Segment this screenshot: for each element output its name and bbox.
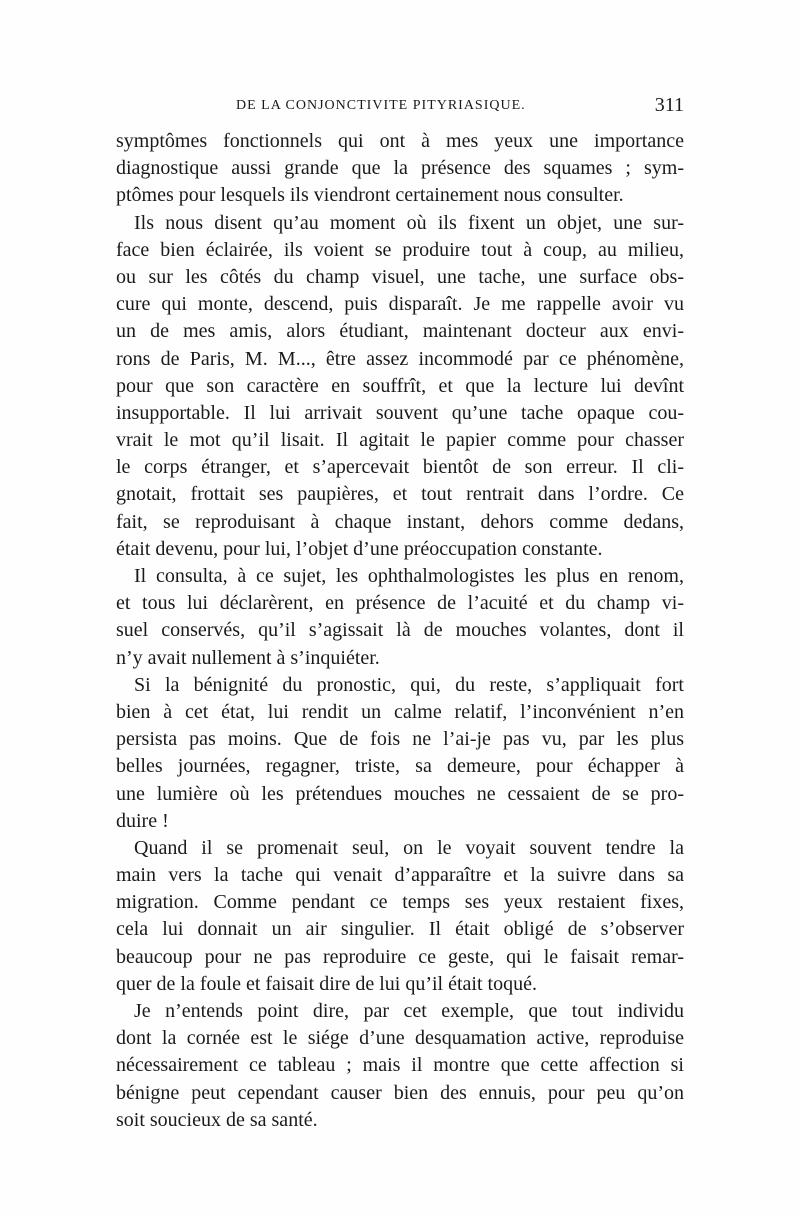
running-title: DE LA CONJONCTIVITE PITYRIASIQUE. [236,98,526,113]
text-line: duire ! [116,809,169,832]
text-line: fait, se reproduisant à chaque instant, dehors comme dedans, [116,510,684,533]
text-line: Ils nous disent qu’au moment où ils fixent un objet, une sur- [134,211,684,234]
text-line: bénigne peut cependant causer bien des ennuis, pour peu qu’on [116,1081,684,1104]
text-line: et tous lui déclarèrent, en présence de l’acuité et du champ vi- [116,592,684,615]
text-line: était devenu, pour lui, l’objet d’une préoccupation constante. [116,537,603,560]
text-line: quer de la foule et faisait dire de lui qu’il était toqué. [116,972,537,995]
page-header [116,96,684,120]
text-line: soit soucieux de sa santé. [116,1108,318,1131]
text-line: Si la bénignité du pronostic, qui, du reste, s’appliquait fort [134,673,684,696]
text-line: le corps étranger, et s’apercevait bientôt de son erreur. Il cli- [116,456,684,479]
text-line: nécessairement ce tableau ; mais il montre que cette affection si [116,1054,684,1077]
text-line: bien à cet état, lui rendit un calme relatif, l’inconvénient n’en [116,700,684,723]
text-line: n’y avait nullement à s’inquiéter. [116,646,380,669]
text-line: ou sur les côtés du champ visuel, une tache, une surface obs- [116,265,684,288]
text-line: vrait le mot qu’il lisait. Il agitait le papier comme pour chasser [116,429,684,452]
text-line: une lumière où les prétendues mouches ne cessaient de se pro- [116,782,684,805]
body-text [116,128,684,1134]
text-line: Quand il se promenait seul, on le voyait souvent tendre la [134,836,684,859]
text-line: cela lui donnait un air singulier. Il était obligé de s’observer [116,918,684,941]
text-line: Il consulta, à ce sujet, les ophthalmologistes les plus en renom, [134,565,684,587]
text-line: persista pas moins. Que de fois ne l’ai-je pas vu, par les plus [116,728,684,751]
text-line: rons de Paris, M. M..., être assez incommodé par ce phénomène, [116,347,684,370]
text-line: un de mes amis, alors étudiant, maintenant docteur aux envi- [116,320,684,343]
text-line: pour que son caractère en souffrît, et que la lecture lui devînt [116,374,684,397]
text-line: beaucoup pour ne pas reproduire ce geste, qui le faisait remar- [116,945,684,968]
text-line: cure qui monte, descend, puis disparaît. Je me rappelle avoir vu [116,293,684,316]
text-line: diagnostique aussi grande que la présence des squames ; sym- [116,157,684,180]
text-line: dont la cornée est le siége d’une desquamation active, reproduise [116,1027,684,1050]
text-line: Je n’entends point dire, par cet exemple, que tout individu [134,1000,684,1022]
text-line: suel conservés, qu’il s’agissait là de mouches volantes, dont il [116,619,684,642]
text-line: migration. Comme pendant ce temps ses yeux restaient fixes, [116,891,684,914]
page-number: 311 [654,94,684,116]
text-line: insupportable. Il lui arrivait souvent qu’une tache opaque cou- [116,401,684,424]
text-line: face bien éclairée, ils voient se produire tout à coup, au milieu, [116,238,684,261]
text-line: gnotait, frottait ses paupières, et tout rentrait dans l’ordre. Ce [116,483,684,506]
text-line: main vers la tache qui venait d’apparaître et la suivre dans sa [116,864,684,887]
text-line: belles journées, regagner, triste, sa demeure, pour échapper à [116,755,684,778]
text-line: ptômes pour lesquels ils viendront certainement nous consulter. [116,184,624,207]
text-line: symptômes fonctionnels qui ont à mes yeux une importance [116,130,684,152]
